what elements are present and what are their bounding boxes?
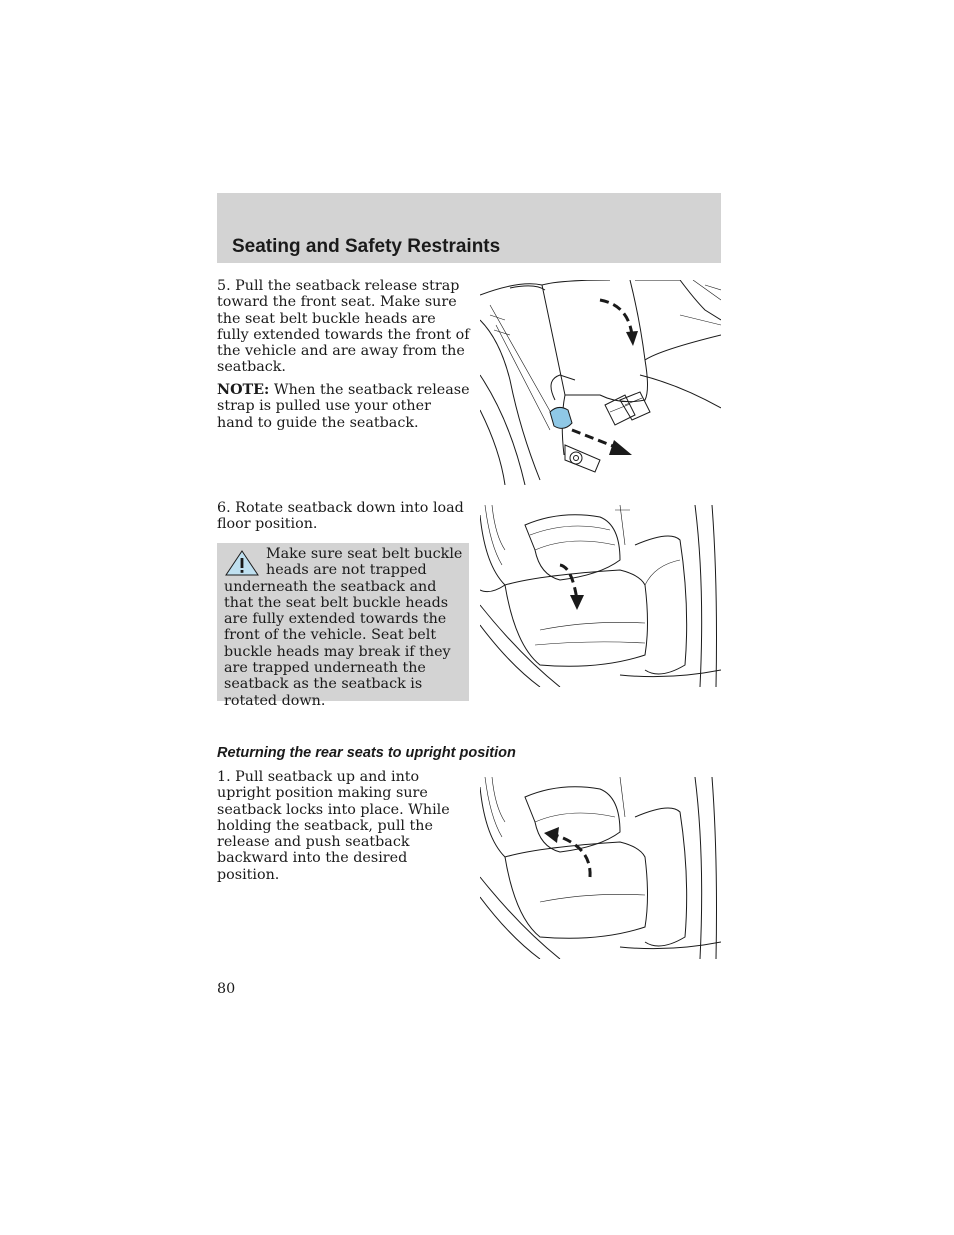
- page-number: 80: [217, 981, 236, 997]
- warning-text: Make sure seat belt buckle heads are not trapped underneath the seatback and that the seat belt buckle heads are fully extended towards the front of the vehicle. Seat belt buckle heads may break if they are trapped underneath the seatback as the seatback is rotated down.: [224, 546, 463, 709]
- returning-step-1-text: 1. Pull seatback up and into upright position making sure seatback locks into place. While holding the seatback, pull the release and push seatback backward into the desired position.: [217, 769, 450, 883]
- warning-box: [217, 543, 469, 709]
- note-label: NOTE:: [217, 382, 270, 398]
- section-header: [217, 193, 721, 263]
- returning-heading: Returning the rear seats to upright position: [217, 745, 516, 761]
- step-5-text: 5. Pull the seatback release strap toward the front seat. Make sure the seat belt buckle heads are fully extended towards the front of the vehicle and are away from the seatback.: [217, 278, 470, 376]
- step-5-note: [217, 382, 471, 431]
- seatback-upright-illustration: [480, 777, 721, 959]
- warning-triangle-icon: [224, 549, 260, 577]
- step-6-text: 6. Rotate seatback down into load floor position.: [217, 500, 464, 533]
- seatback-rotate-down-illustration: [480, 505, 721, 687]
- note-text: When the seatback release strap is pulled use your other hand to guide the seatback.: [217, 382, 470, 431]
- section-title: Seating and Safety Restraints: [232, 236, 501, 257]
- seatback-release-strap-illustration: [480, 280, 721, 485]
